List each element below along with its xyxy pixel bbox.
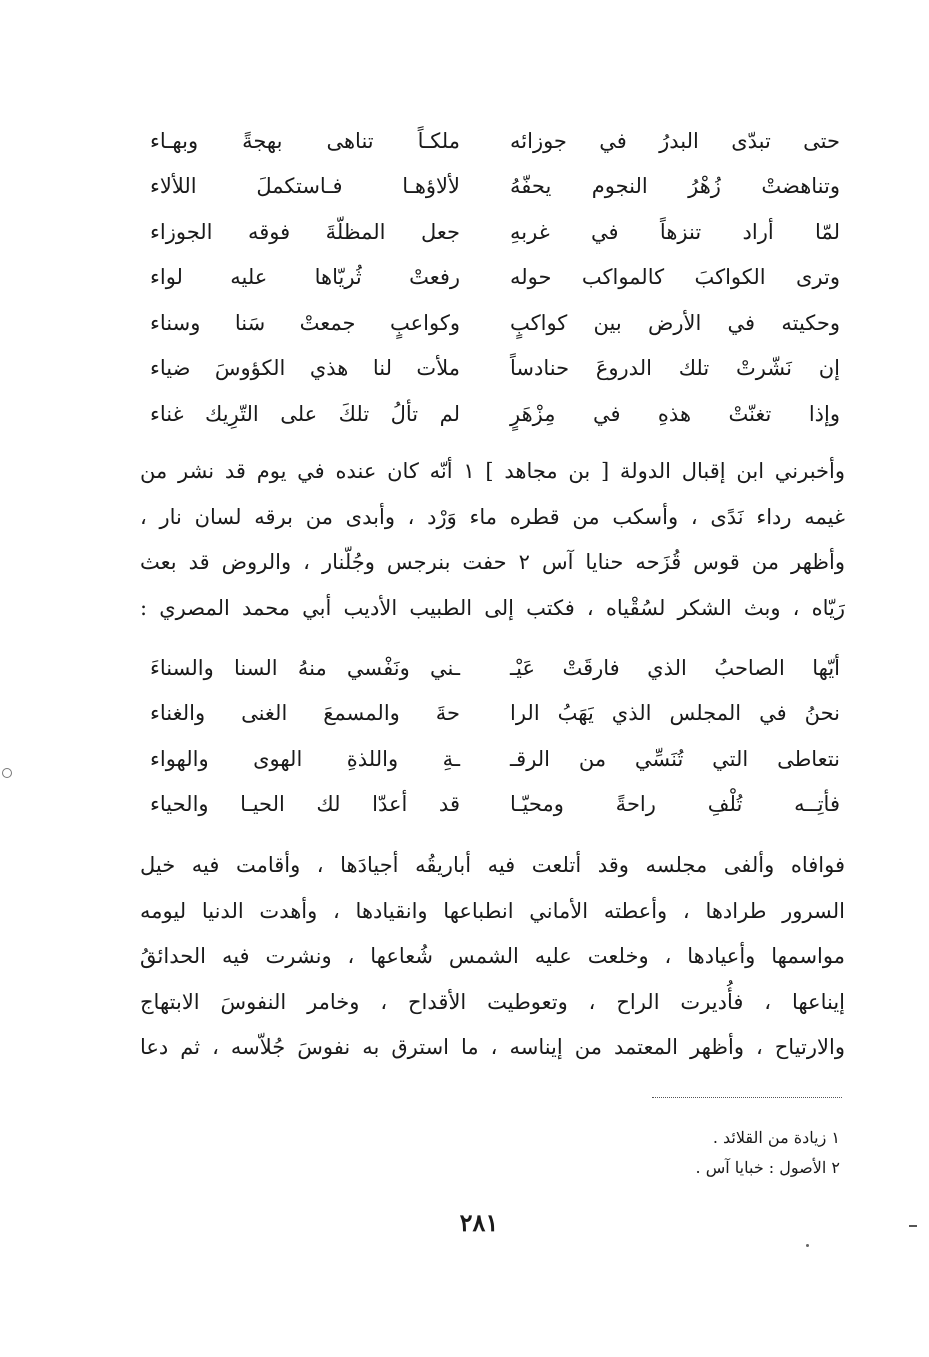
verse <box>150 391 840 437</box>
paragraph-2 <box>140 843 845 1071</box>
verse-second-hemistich: وكواعبٍ جمعتْ سَنا وسناء <box>150 310 460 335</box>
prose-line: وأظهر من قوس قُزَحه حنايا آس ٢ حفت بنرجس وجُلّنار ، والروض قد بعث <box>140 550 845 574</box>
footnote: ٢ الأصول : خبايا آس . <box>695 1158 840 1177</box>
prose-line: مواسمها وأعيادها ، وخلعت عليه الشمس شُعاعها ، ونشرت فيه الحدائقُ <box>140 944 845 968</box>
verse <box>150 691 840 737</box>
footnote-divider <box>652 1097 842 1098</box>
verse-second-hemistich: ملأت لنا هذي الكؤوسَ ضياء <box>150 356 460 381</box>
verse <box>150 346 840 392</box>
verse <box>150 118 840 164</box>
verse-first-hemistich: فأتِــه تُلْفِ راحةً ومحيّـا <box>510 792 840 817</box>
verse-second-hemistich: حةَ والمسمعَ الغنى والغناء <box>150 701 460 726</box>
prose-line: فوافاه وألفى مجلسه وقد أتلعت فيه أباريقُه أجيادَها ، وأقامت فيه خيل <box>140 853 845 877</box>
verse-first-hemistich: إن نَشّرتْ تلك الدروعَ حنادساً <box>510 356 840 381</box>
margin-mark <box>2 768 12 778</box>
prose-line: غيمه رداء نَدًى ، وأسكب من قطره ماء وَرْد ، وأبدى من برقه لسان نار ، <box>140 504 845 529</box>
verse-first-hemistich: وإذا تغنّتْ هذهِ في مِزْهَرٍ <box>510 401 840 426</box>
verse-first-hemistich: نحنُ في المجلس الذي يَهَبُ الرا <box>510 701 840 726</box>
verse-first-hemistich: حتى تبدّى البدرُ في جوزائه <box>510 128 840 153</box>
verse-second-hemistich: ـةِ واللذةِ الهوى والهواء <box>150 746 460 771</box>
verse <box>150 209 840 255</box>
page-number: ٢٨١ <box>459 1208 499 1237</box>
prose-line: السرور طرادها ، وأعطته الأماني انطباعها وانقيادها ، وأهدت الدنيا ليومه <box>140 898 845 923</box>
poem-1 <box>150 118 840 437</box>
verse-second-hemistich: لم تألُ تلكَ على التّرِيك غناء <box>150 401 460 426</box>
verse-second-hemistich: رفعتْ ثُريّاها عليه لواء <box>150 265 460 290</box>
verse-second-hemistich: قد أعدّا لك الحيـا والحياء <box>150 792 460 817</box>
verse <box>150 782 840 828</box>
verse <box>150 736 840 782</box>
verse-first-hemistich: وتناهضتْ زُهْرُ النجوم يحفّهُ <box>510 174 840 199</box>
prose-line: رَيّاه ، وبث الشكر لسُقْياه ، فكتب إلى الطبيب الأديب أبي محمد المصري : <box>140 595 845 620</box>
verse-first-hemistich: نتعاطى التي تُنَسِّي من الرقـ <box>510 746 840 771</box>
ink-speck <box>806 1244 809 1247</box>
verse-first-hemistich: أيّها الصاحبُ الذي فارقَتْ عَيْـ <box>510 655 840 680</box>
verse <box>150 164 840 210</box>
verse <box>150 255 840 301</box>
footnotes <box>560 1123 840 1183</box>
prose-line: والارتياح ، وأظهر المعتمد من إيناسه ، ما استرق به نفوسَ جُلاّسه ، ثم دعا <box>140 1035 845 1059</box>
verse <box>150 300 840 346</box>
verse-second-hemistich: جعل المظلّةَ فوقه الجوزاء <box>150 219 460 244</box>
paragraph-1 <box>140 449 845 631</box>
verse-first-hemistich: وترى الكواكبَ كالمواكب حوله <box>510 265 840 290</box>
poem-2 <box>150 645 840 827</box>
edge-mark <box>909 1225 917 1227</box>
verse-second-hemistich: ـني ونَفْسي منهُ السنا والسناءَ <box>150 655 460 680</box>
verse-first-hemistich: وحكيته في الأرض بين كواكبٍ <box>510 310 840 335</box>
verse-second-hemistich: ملكـاً تناهى بهجةً وبهـاء <box>150 128 460 153</box>
verse <box>150 645 840 691</box>
footnote: ١ زيادة من القلائد . <box>712 1128 840 1147</box>
prose-line: إيناعها ، فأُديرت الراح ، وتعوطيت الأقداح ، وخامر النفوسَ الابتهاج <box>140 989 845 1014</box>
prose-line: وأخبرني ابن إقبال الدولة [ بن مجاهد ] ١ أنّه كان عنده في يوم قد نشر من <box>140 459 845 483</box>
verse-second-hemistich: لألاؤهـا فـاستكملَ اللألاء <box>150 174 460 199</box>
verse-first-hemistich: لمّا أراد تنزهاً في غربهِ <box>510 219 840 244</box>
